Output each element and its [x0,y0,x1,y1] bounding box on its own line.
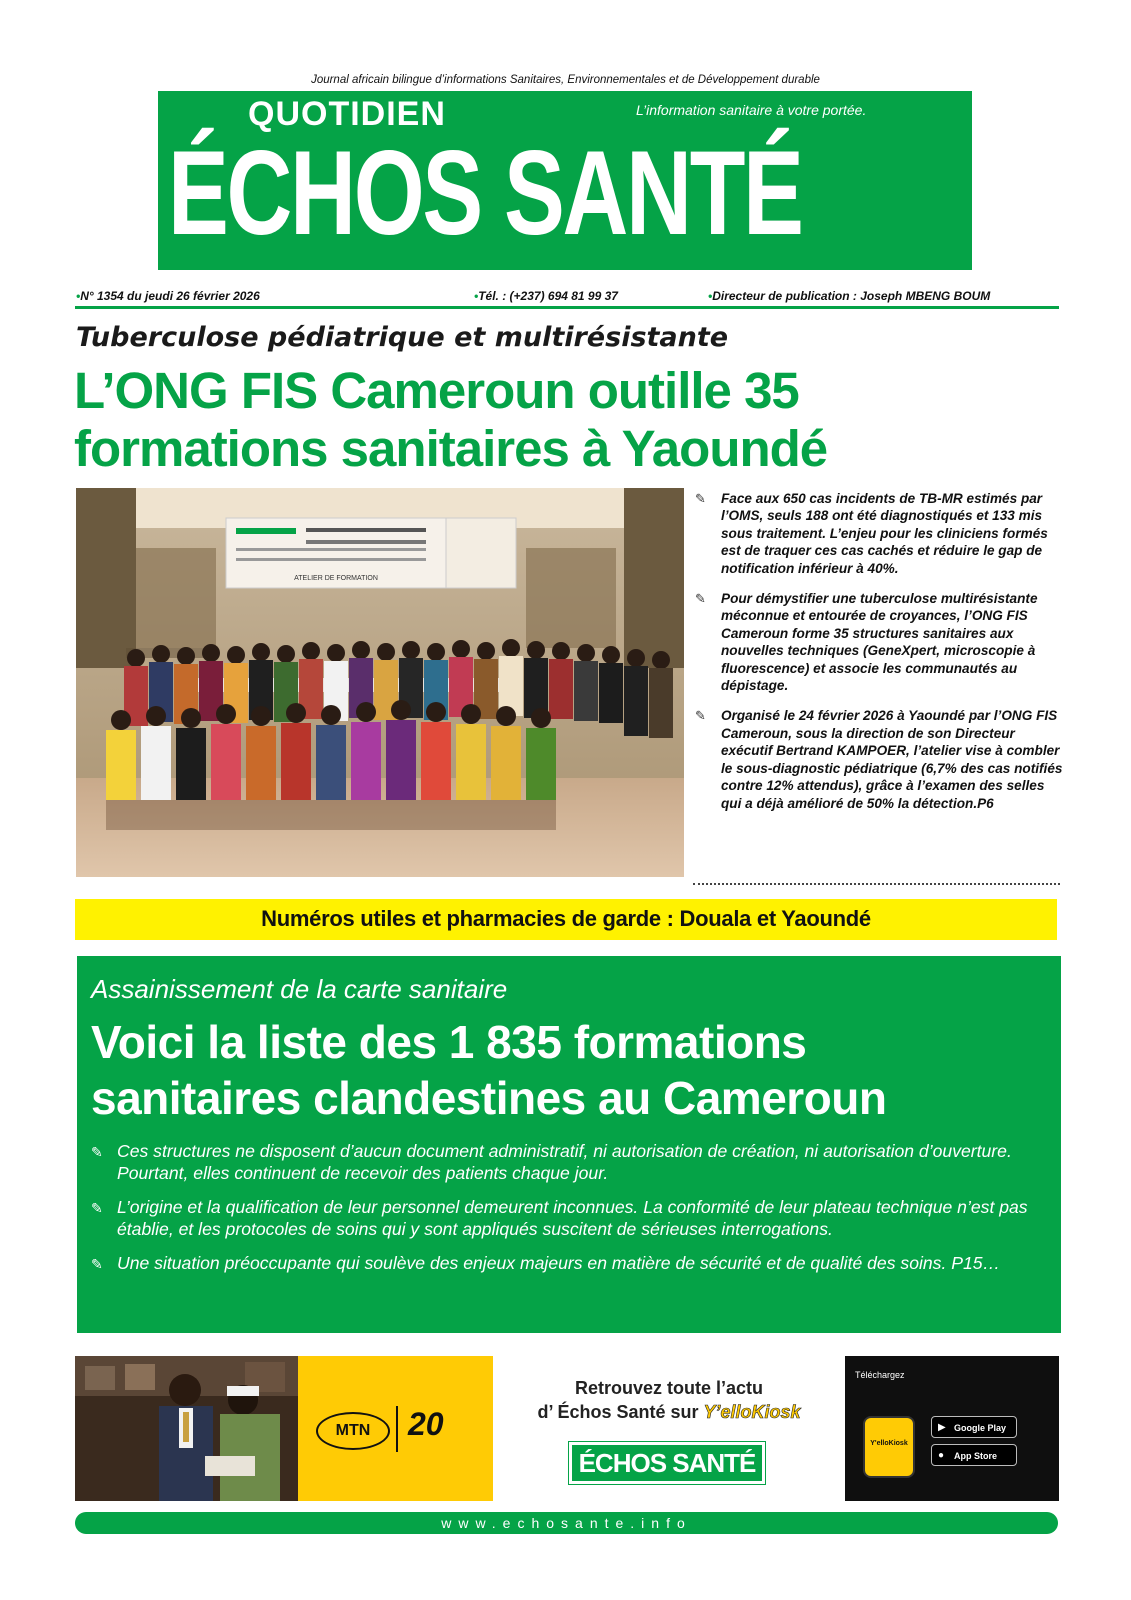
lead-bullet-text: Pour démystifier une tuberculose multirésistante méconnue et entourée de croyances, l’ONG FIS Cameroun forme 35 structures sanitaires aux nouvelles techniques (GeneXpert, microscopie à fluorescence) et associe les communautés au dépistage. [721,591,1038,694]
footer-bar [75,1512,1058,1534]
app-store-label: App Store [954,1451,998,1461]
app-store-badge[interactable] [931,1444,1017,1466]
lead-headline [74,362,1074,478]
lead-bullet-text: Organisé le 24 février 2026 à Yaoundé par l’ONG FIS Cameroun, sous la direction de son Directeur exécutif Bertrand KAMPOER, l’atelier vise à combler le sous-diagnostic pédiatrique (6,7% des cas notifiés contre 12% attendus), grâce à l’examen des selles qui a déjà amélioré de 50% la détection.P6 [721,708,1063,811]
lead-bullets [693,490,1063,825]
second-headline-line1: Voici la liste des 1 835 formations [91,1016,807,1068]
group-photo-illustration [76,488,684,877]
download-label: Téléchargez [855,1370,905,1380]
list-item [91,1252,1051,1274]
lead-bullet-text: Face aux 650 cas incidents de TB-MR estimés par l’OMS, seuls 188 ont été diagnostiqués et 133 mis sous traitement. L’enjeu pour les cliniciens formés est de traquer ces cas cachés et réduire le gap de notification inférieur à 40%. [721,491,1048,576]
masthead [158,91,972,270]
ad-headline-2 [493,1402,845,1423]
lead-headline-line2: formations sanitaires à Yaoundé [74,420,828,477]
advertisement-banner[interactable] [75,1356,1059,1501]
useful-numbers-text: Numéros utiles et pharmacies de garde : Douala et Yaoundé [261,906,871,931]
ad-download-panel [845,1356,1059,1501]
masthead-title: ÉCHOS SANTÉ [168,126,802,260]
ad-headline-1: Retrouvez toute l’actu [574,1378,764,1398]
dotted-divider [693,883,1060,885]
second-bullet-text: L’origine et la qualification de leur personnel demeurent inconnues. La conformité de leur plateau technique n’est pas établie, et les protocoles de soins qui y sont appliqués suscitent de sérieuses interrogations. [117,1197,1028,1239]
second-bullet-text: Une situation préoccupante qui soulève des enjeux majeurs en matière de sécurité et de qualité des soins. P15… [117,1253,1001,1273]
pencil-icon: ✎ [695,591,706,607]
list-item [91,1140,1051,1184]
second-bullets [91,1140,1051,1286]
phone-number: Tél. : (+237) 694 81 99 37 [478,289,618,303]
app-icon-label: Y'elloKiosk [870,1440,908,1447]
bullet-dot-icon: • [474,289,479,303]
director-info [708,289,990,303]
app-icon [863,1416,915,1478]
second-headline [91,1014,1051,1126]
mtn-logo: MTN [316,1412,390,1450]
ad-mtn-panel [298,1356,493,1501]
echos-sante-logo: ÉCHOS SANTÉ [569,1442,765,1484]
lead-headline-line1: L’ONG FIS Cameroun outille 35 [74,362,799,419]
bullet-dot-icon: • [708,289,713,303]
masthead-slogan: L’information sanitaire à votre portée. [636,102,867,118]
ad-center-panel [493,1356,845,1501]
pencil-icon: ✎ [91,1144,103,1160]
play-icon: ▶ [938,1422,946,1433]
lead-kicker: Tuberculose pédiatrique et multirésistante [76,322,729,353]
ad-photo [75,1356,298,1501]
apple-icon: ● [938,1450,945,1461]
bullet-dot-icon: • [76,289,81,303]
ad-people-illustration [75,1356,298,1501]
second-bullet-text: Ces structures ne disposent d’aucun document administratif, ni autorisation de création, ni autorisation d’ouverture. Pourtant, elles continuent de recevoir des patients chaque jour. [117,1141,1012,1183]
list-item [693,707,1063,811]
website-link[interactable]: www.echosante.info [441,1515,692,1531]
ad-divider [396,1406,398,1452]
pencil-icon: ✎ [695,491,706,506]
phone-info [474,289,618,303]
list-item [91,1196,1051,1240]
yellokiosk-brand: Y’elloKiosk [703,1402,801,1422]
second-headline-line2: sanitaires clandestines au Cameroun [91,1072,887,1124]
ad-headline-2-prefix: d’ Échos Santé sur [537,1402,704,1422]
issue-number: N° 1354 du jeudi 26 février 2026 [80,289,260,303]
lead-photo [76,488,684,877]
photo-banner-text: ATELIER DE FORMATION [294,575,378,582]
google-play-label: Google Play [954,1423,1007,1433]
list-item [693,590,1063,694]
google-play-badge[interactable] [931,1416,1017,1438]
publication-tagline: Journal africain bilingue d’informations Sanitaires, Environnementales et de Développement durable [311,74,820,86]
second-kicker: Assainissement de la carte sanitaire [91,974,508,1004]
masthead-quotidien: QUOTIDIEN [248,95,446,133]
issue-info [76,289,260,303]
publication-director: Directeur de publication : Joseph MBENG BOUM [712,289,991,303]
pencil-icon: ✎ [91,1200,103,1216]
second-story-box [77,956,1061,1333]
pencil-icon: ✎ [695,708,706,724]
header-divider [75,306,1059,309]
useful-numbers-banner[interactable] [75,899,1057,940]
list-item [693,490,1063,577]
anniversary-logo: 20 [408,1406,444,1442]
pencil-icon: ✎ [91,1256,103,1272]
